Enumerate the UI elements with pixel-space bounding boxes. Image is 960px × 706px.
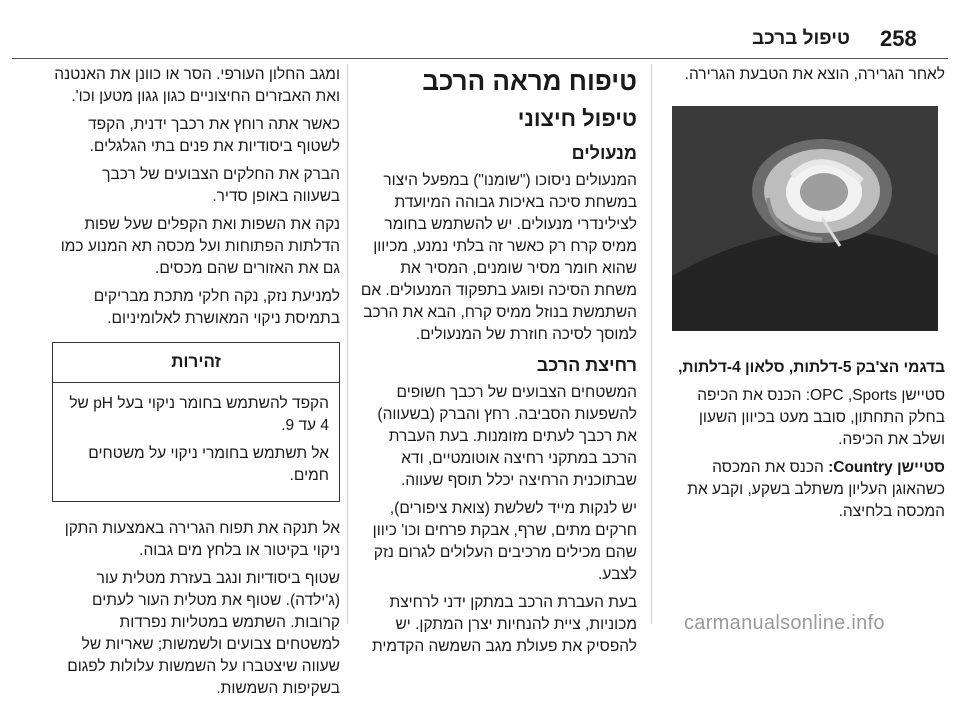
washing-paragraph-3: בעת העברת הרכב במתקן ידני לרחיצת מכוניות, ציית להנחיות יצרן המתקן. יש להפסיק את פעולת מגב השמשה הקדמית bbox=[371, 594, 637, 655]
left-column bbox=[52, 64, 340, 706]
locks-heading: מנעולים bbox=[571, 143, 637, 163]
washing-paragraph-2: יש לנקות מייד לשלשת (צואת ציפורים), חרקים מתים, שרף, אבקת פרחים וכו' כיוון שהם מכילים מרכיבים העלולים לגרום נזק לצבע. bbox=[372, 500, 637, 583]
left-paragraph-3: הברק את החלקים הצבועים של רכבך בשעווה באופן סדיר. bbox=[102, 166, 340, 205]
washing-heading: רחיצת הרכב bbox=[536, 355, 637, 375]
washing-paragraph-1: המשטחים הצבועים של רכבך חשופים להשפעות הסביבה. רחץ והברק (בשעווה) את רכבך לעתים מזומנות. בעת העברת הרכב במתקני רחיצה אוטומטיים, ודא שבתוכנית הרחיצה יכלל תוסף שעווה. bbox=[377, 384, 637, 489]
left-paragraph-2: כאשר אתה רוחץ את רכבך ידנית, הקפד לשטוף ביסודיות את פנים בתי הגלגלים. bbox=[88, 116, 340, 155]
country-caption-body: הכנס את המכסה כשהאוגן העליון משתלב בשקע, וקבע את המכסה בלחיצה. bbox=[687, 459, 945, 520]
caution-box bbox=[52, 342, 340, 502]
page-header bbox=[0, 0, 960, 58]
sports-caption-body: סטיישן OPC ,Sports: הכנס את הכיפה בחלק התחתון, סובב מעט בכיוון השעון ושלב את הכיפה. bbox=[697, 387, 945, 448]
left-paragraph-5: למניעת נזק, נקה חלקי מתכת מבריקים בתמיסת ניקוי המאושרת לאלומיניום. bbox=[93, 288, 340, 327]
left-paragraph-1: ומגב החלון העורפי. הסר או כוונן את האנטנה ואת האבזרים החיצוניים כגון גגון מטען וכו'. bbox=[54, 66, 340, 105]
country-caption-lead: סטיישן Country: bbox=[828, 459, 945, 476]
sports-caption-title: בדגמי הצ'בק 5-דלתות, סלאון 4-דלתות, bbox=[678, 359, 945, 376]
caution-paragraph-1: הקפד להשתמש בחומר ניקוי בעל pH של 4 עד 9. bbox=[69, 395, 329, 434]
locks-paragraph: המנעולים ניסוכו ("שומנו") במפעל היצור במשחת סיכה באיכות גבוהה המיועדת לצילינדרי מנעולים. יש להשתמש בחומר ממיס קרח רק כאשר זה בלתי נמנע, מכיוון שהוא חומר מסיר שומנים, המסיר את משחת הסיכה ופוגע בתפקוד המנעולים. אם השתמשת בנוזל ממיס קרח, הבא את הרכב למוסך לסיכה חוזרת של המנעולים. bbox=[360, 172, 637, 343]
header-rule bbox=[12, 58, 948, 59]
running-title: טיפול ברכב bbox=[752, 28, 850, 49]
left-paragraph-6: אל תנקה את תפוח הגרירה באמצעות התקן ניקוי בקיטור או בלחץ מים גבוה. bbox=[64, 520, 340, 559]
watermark: carmanualsonline.info bbox=[684, 612, 885, 634]
exterior-care-heading: טיפול חיצוני bbox=[517, 106, 637, 131]
column-divider bbox=[651, 64, 652, 624]
left-paragraph-7: שטוף ביסודיות ונגב בעזרת מטלית עור (ג'ילדה). שטוף את מטלית העור לעתים קרובות. השתמש במטליות נפרדות למשטחים צבועים ולשמשות; שאריות של שעווה שיצטברו על השמשות עלולות לפגום בשקיפות השמשות. bbox=[67, 570, 340, 697]
column-divider bbox=[347, 64, 348, 624]
caution-title: זהירות bbox=[53, 343, 339, 383]
caution-paragraph-2: אל תשתמש בחומרי ניקוי על משטחים חמים. bbox=[88, 445, 329, 484]
caution-body bbox=[53, 383, 339, 501]
chapter-title: טיפוח מראה הרכב bbox=[422, 66, 637, 96]
tow-eye-cover-illustration bbox=[672, 106, 938, 331]
left-paragraph-4: נקה את השפות ואת הקפלים שעל שפות הדלתות הפתוחות ועל מכסה תא המנוע כמו גם את האזורים שהם מכסים. bbox=[60, 216, 340, 277]
intro-paragraph: לאחר הגרירה, הוצא את הטבעת הגרירה. bbox=[684, 66, 945, 83]
middle-column bbox=[355, 64, 637, 664]
right-column bbox=[665, 64, 945, 529]
page-number: 258 bbox=[880, 26, 917, 51]
tow-eye-cover-photo bbox=[672, 106, 938, 331]
